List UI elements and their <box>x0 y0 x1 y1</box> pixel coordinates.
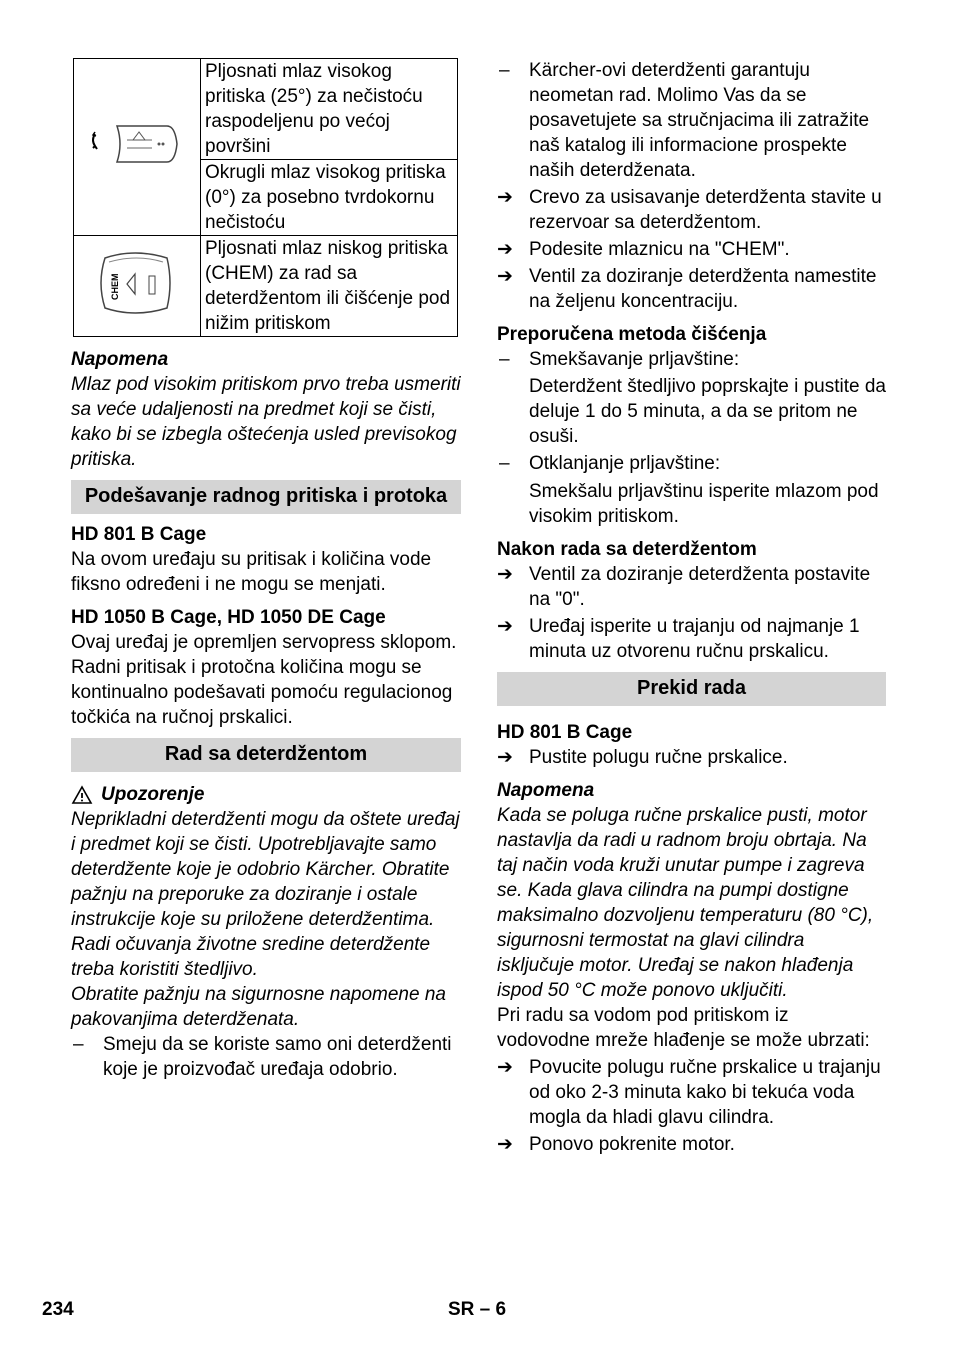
left-column <box>71 58 461 1082</box>
nozzle-chem-icon <box>87 238 187 328</box>
dash-marker: – <box>499 349 510 370</box>
list-item-text: Pustite polugu ručne prskalice. <box>529 747 788 768</box>
arrow-icon: ➔ <box>497 187 513 208</box>
table-row <box>74 236 458 337</box>
list-item-continuation: Deterdžent štedljivo poprskajte i pustite da deluje 1 do 5 minuta, a da se pritom ne osuši. <box>529 376 886 447</box>
list-item-text: Ventil za doziranje deterdženta postavite na "0". <box>529 564 871 610</box>
list-item <box>71 1032 461 1082</box>
subheading: HD 801 B Cage <box>497 722 633 743</box>
nozzle-row-text: Pljosnati mlaz niskog pritiska (CHEM) za rad sa deterdžentom ili čišćenje pod nižim pritiskom <box>201 236 458 337</box>
nozzle-table <box>73 58 458 337</box>
list-item <box>497 237 886 262</box>
warning-icon <box>71 785 93 805</box>
subheading: Preporučena metoda čišćenja <box>497 324 767 345</box>
list-item <box>497 1055 886 1130</box>
list-item <box>497 562 886 612</box>
list-item <box>497 58 886 183</box>
nozzle-rotate-cell <box>74 59 201 236</box>
warning-heading <box>71 782 461 807</box>
arrow-icon: ➔ <box>497 616 513 637</box>
list-item-text: Ventil za doziranje deterdženta namestite na željenu koncentraciju. <box>529 266 877 312</box>
list-item-text: Smeju da se koriste samo oni deterdženti koje je proizvođač uređaja odobrio. <box>103 1034 452 1080</box>
section-heading: Prekid rada <box>497 672 886 706</box>
list-item <box>497 614 886 664</box>
section-label: SR – 6 <box>448 1299 507 1320</box>
arrow-icon: ➔ <box>497 239 513 260</box>
nozzle-chem-cell <box>74 236 201 337</box>
section-heading: Rad sa deterdžentom <box>71 738 461 772</box>
list-item-text: Smekšavanje prljavštine: <box>529 349 740 370</box>
arrow-icon: ➔ <box>497 1057 513 1078</box>
list-item-text: Kärcher-ovi deterdženti garantuju neometan rad. Molimo Vas da se posavetujete sa stručnjacima ili zatražite naš katalog ili informacione prospekte naših deterdženata. <box>529 60 870 181</box>
subheading: HD 1050 B Cage, HD 1050 DE Cage <box>71 607 386 628</box>
dash-marker: – <box>499 453 510 474</box>
nozzle-row-text: Pljosnati mlaz visokog pritiska (25°) za nečistoću raspodeljenu po većoj površini <box>201 59 458 160</box>
note-text: Kada se poluga ručne prskalice pusti, motor nastavlja da radi u radnom broju obrtaja. Na taj način voda kruži unutar pumpe i zagreva se. Kada glava cilindra na pumpi dostigne maksimalno dozvoljenu temperaturu (80 °C), sigurnosni termostat na glavi cilindra isključuje motor. Uređaj se nakon hlađenja ispod 50 °C može ponovo uključiti. <box>497 805 874 1001</box>
dash-marker: – <box>73 1034 84 1055</box>
list-item-text: Uređaj isperite u trajanju od najmanje 1 minuta uz otvorenu ručnu prskalicu. <box>529 616 860 662</box>
warning-title: Upozorenje <box>101 784 205 805</box>
note-title: Napomena <box>71 349 169 370</box>
chem-label: CHEM <box>110 273 120 300</box>
right-column <box>497 58 886 1157</box>
subheading: Nakon rada sa deterdžentom <box>497 539 757 560</box>
list-item-continuation: Smekšalu prljavštinu isperite mlazom pod visokim pritiskom. <box>529 481 879 527</box>
arrow-icon: ➔ <box>497 747 513 768</box>
arrow-icon: ➔ <box>497 564 513 585</box>
section-heading: Podešavanje radnog pritiska i protoka <box>71 480 461 514</box>
note-title: Napomena <box>497 780 595 801</box>
list-item <box>497 745 886 770</box>
dash-marker: – <box>499 60 510 81</box>
page-number: 234 <box>42 1299 74 1320</box>
nozzle-row-text: Okrugli mlaz visokog pritiska (0°) za posebno tvrdokornu nečistoću <box>201 160 458 236</box>
list-item <box>497 185 886 235</box>
nozzle-rotate-icon <box>87 104 187 184</box>
list-item-text: Ponovo pokrenite motor. <box>529 1134 735 1155</box>
arrow-icon: ➔ <box>497 266 513 287</box>
paragraph: Ovaj uređaj je opremljen servopress sklopom. Radni pritisak i protočna količina mogu se kontinualno podešavati pomoću regulacionog točkića na ručnoj prskalici. <box>71 632 457 728</box>
note-text: Mlaz pod visokim pritiskom prvo treba usmeriti sa veće udaljenosti na predmet koji se čisti, kako bi se izbegla oštećenja usled previsokog pritiska. <box>71 374 461 470</box>
list-item-text: Povucite polugu ručne prskalice u trajanju od oko 2-3 minuta kako bi tekuća voda mogla da hladi glavu cilindra. <box>529 1057 881 1128</box>
list-item <box>497 347 886 372</box>
list-item <box>497 264 886 314</box>
list-item-text: Podesite mlaznicu na "CHEM". <box>529 239 790 260</box>
list-item <box>497 451 886 476</box>
subheading: HD 801 B Cage <box>71 524 207 545</box>
list-item-text: Crevo za usisavanje deterdženta stavite u rezervoar sa deterdžentom. <box>529 187 882 233</box>
warning-text: Obratite pažnju na sigurnosne napomene na pakovanjima deterdženata. <box>71 984 446 1030</box>
list-item-text: Otklanjanje prljavštine: <box>529 453 721 474</box>
list-item <box>497 1132 886 1157</box>
paragraph: Pri radu sa vodom pod pritiskom iz vodovodne mreže hlađenje se može ubrzati: <box>497 1005 870 1051</box>
paragraph: Na ovom uređaju su pritisak i količina vode fiksno određeni i ne mogu se menjati. <box>71 549 432 595</box>
arrow-icon: ➔ <box>497 1134 513 1155</box>
table-row <box>74 59 458 160</box>
warning-text: Neprikladni deterdženti mogu da oštete uređaj i predmet koji se čisti. Upotrebljavajte samo deterdžente koje je odobrio Kärcher. Obratite pažnju na preporuke za doziranje i ostale instrukcije koje su priložene deterdžentima. Radi očuvanja životne sredine deterdžente treba koristiti štedljivo. <box>71 809 460 980</box>
